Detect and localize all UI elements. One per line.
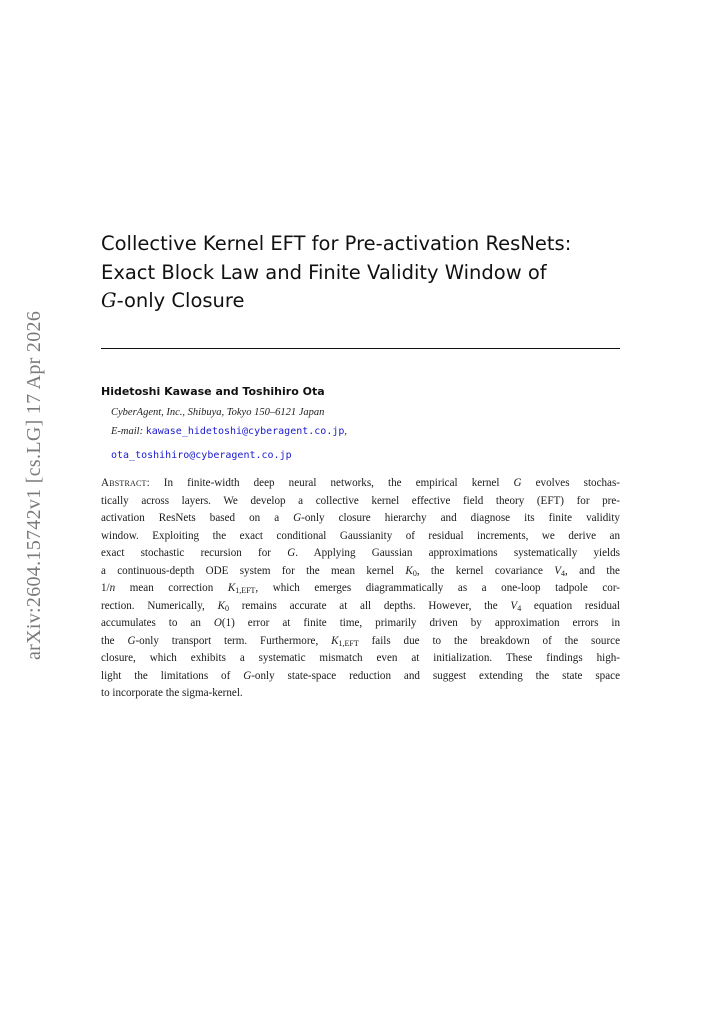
email-link-kawase[interactable]: kawase_hidetoshi@cyberagent.co.jp — [145, 426, 345, 437]
abstract-text: the — [101, 634, 128, 647]
abstract-text: accumulates to an — [101, 617, 214, 629]
title-rule — [101, 348, 620, 349]
abstract-line — [101, 475, 620, 493]
math-symbol: V — [510, 599, 518, 612]
title-line-2: Exact Block Law and Finite Validity Window of — [101, 260, 547, 284]
math-symbol: G — [287, 547, 296, 559]
math-symbol: G — [293, 512, 302, 524]
math-symbol: G — [513, 477, 522, 489]
abstract-line: to incorporate the sigma-kernel. — [101, 687, 243, 699]
abstract-text: fails due to the breakdown of the source — [358, 634, 620, 647]
title-line-1: Collective Kernel EFT for Pre-activation ResNets: — [101, 232, 572, 255]
math-subscript: 4 — [517, 603, 522, 613]
abstract-text: , and the — [564, 564, 620, 577]
abstract-text: : In finite-width deep neural networks, the empirical kernel — [146, 477, 514, 489]
abstract-line: closure, which exhibits a systematic mismatch even at initialization. These findings high- — [101, 652, 620, 664]
abstract-line — [101, 563, 620, 581]
abstract-text: a continuous-depth ODE system for the mean kernel — [101, 564, 406, 577]
abstract-line — [101, 598, 620, 616]
email-line — [111, 426, 347, 437]
math-symbol: O — [213, 617, 222, 629]
title-math-g: G — [101, 289, 117, 312]
abstract-line — [101, 580, 620, 598]
math-symbol: G — [243, 669, 252, 682]
abstract-text: , the kernel covariance — [416, 564, 555, 577]
math-symbol: n — [109, 582, 116, 594]
abstract-line — [101, 615, 620, 633]
abstract — [101, 475, 620, 703]
email-link-ota[interactable]: ota_toshihiro@cyberagent.co.jp — [111, 450, 292, 461]
abstract-text: 1/ — [101, 582, 110, 594]
abstract-line — [101, 633, 620, 651]
author-list: Hidetoshi Kawase and Toshihiro Ota — [101, 385, 325, 398]
abstract-line: window. Exploiting the exact conditional Gaussianity of residual increments, we derive an — [101, 529, 620, 542]
abstract-text: equation residual — [521, 599, 620, 612]
math-symbol: G — [127, 634, 136, 647]
abstract-label: Abstract — [101, 477, 147, 489]
title-line-3 — [101, 287, 641, 316]
abstract-text: light the limitations of — [101, 669, 244, 682]
paper-title — [101, 230, 641, 316]
math-symbol: V — [554, 564, 561, 577]
math-symbol: K — [405, 564, 413, 577]
abstract-text: -only transport term. Furthermore, — [135, 634, 332, 647]
math-symbol: K — [227, 582, 236, 594]
arxiv-identifier-stamp: arXiv:2604.15742v1 [cs.LG] 17 Apr 2026 — [23, 310, 45, 660]
email-separator: , — [344, 426, 348, 437]
math-symbol: K — [217, 599, 225, 612]
abstract-text: -only state-space reduction and suggest extending the state space — [251, 669, 620, 682]
math-subscript: 0 — [412, 568, 417, 578]
abstract-text: mean correction — [115, 582, 228, 594]
email-label: E-mail: — [111, 426, 144, 437]
abstract-text: activation ResNets based on a — [101, 512, 294, 524]
abstract-text: evolves stochas- — [521, 477, 620, 489]
abstract-text: remains accurate at all depths. However, the — [228, 599, 511, 612]
abstract-text: rection. Numerically, — [101, 599, 218, 612]
math-subscript: 1,EFT — [338, 638, 359, 648]
abstract-text: , which emerges diagrammatically as a one-loop tadpole cor- — [255, 582, 620, 594]
abstract-text: -only closure hierarchy and diagnose its finite validity — [301, 512, 620, 524]
math-subscript: 4 — [560, 568, 565, 578]
abstract-line — [101, 545, 620, 563]
math-subscript: 0 — [224, 603, 229, 613]
abstract-line — [101, 510, 620, 528]
abstract-text: (1) error at finite time, primarily driven by approximation errors in — [221, 617, 620, 629]
title-line-3-text: -only Closure — [116, 289, 245, 312]
affiliation: CyberAgent, Inc., Shibuya, Tokyo 150–6121 Japan — [111, 407, 325, 418]
abstract-line — [101, 668, 620, 686]
abstract-text: exact stochastic recursion for — [101, 547, 288, 559]
math-subscript: 1,EFT — [235, 585, 256, 595]
abstract-text: . Applying Gaussian approximations systematically yields — [295, 547, 620, 559]
math-symbol: K — [331, 634, 339, 647]
email-line-2 — [111, 445, 292, 463]
abstract-line: tically across layers. We develop a collective kernel effective field theory (EFT) for pre- — [101, 494, 620, 507]
